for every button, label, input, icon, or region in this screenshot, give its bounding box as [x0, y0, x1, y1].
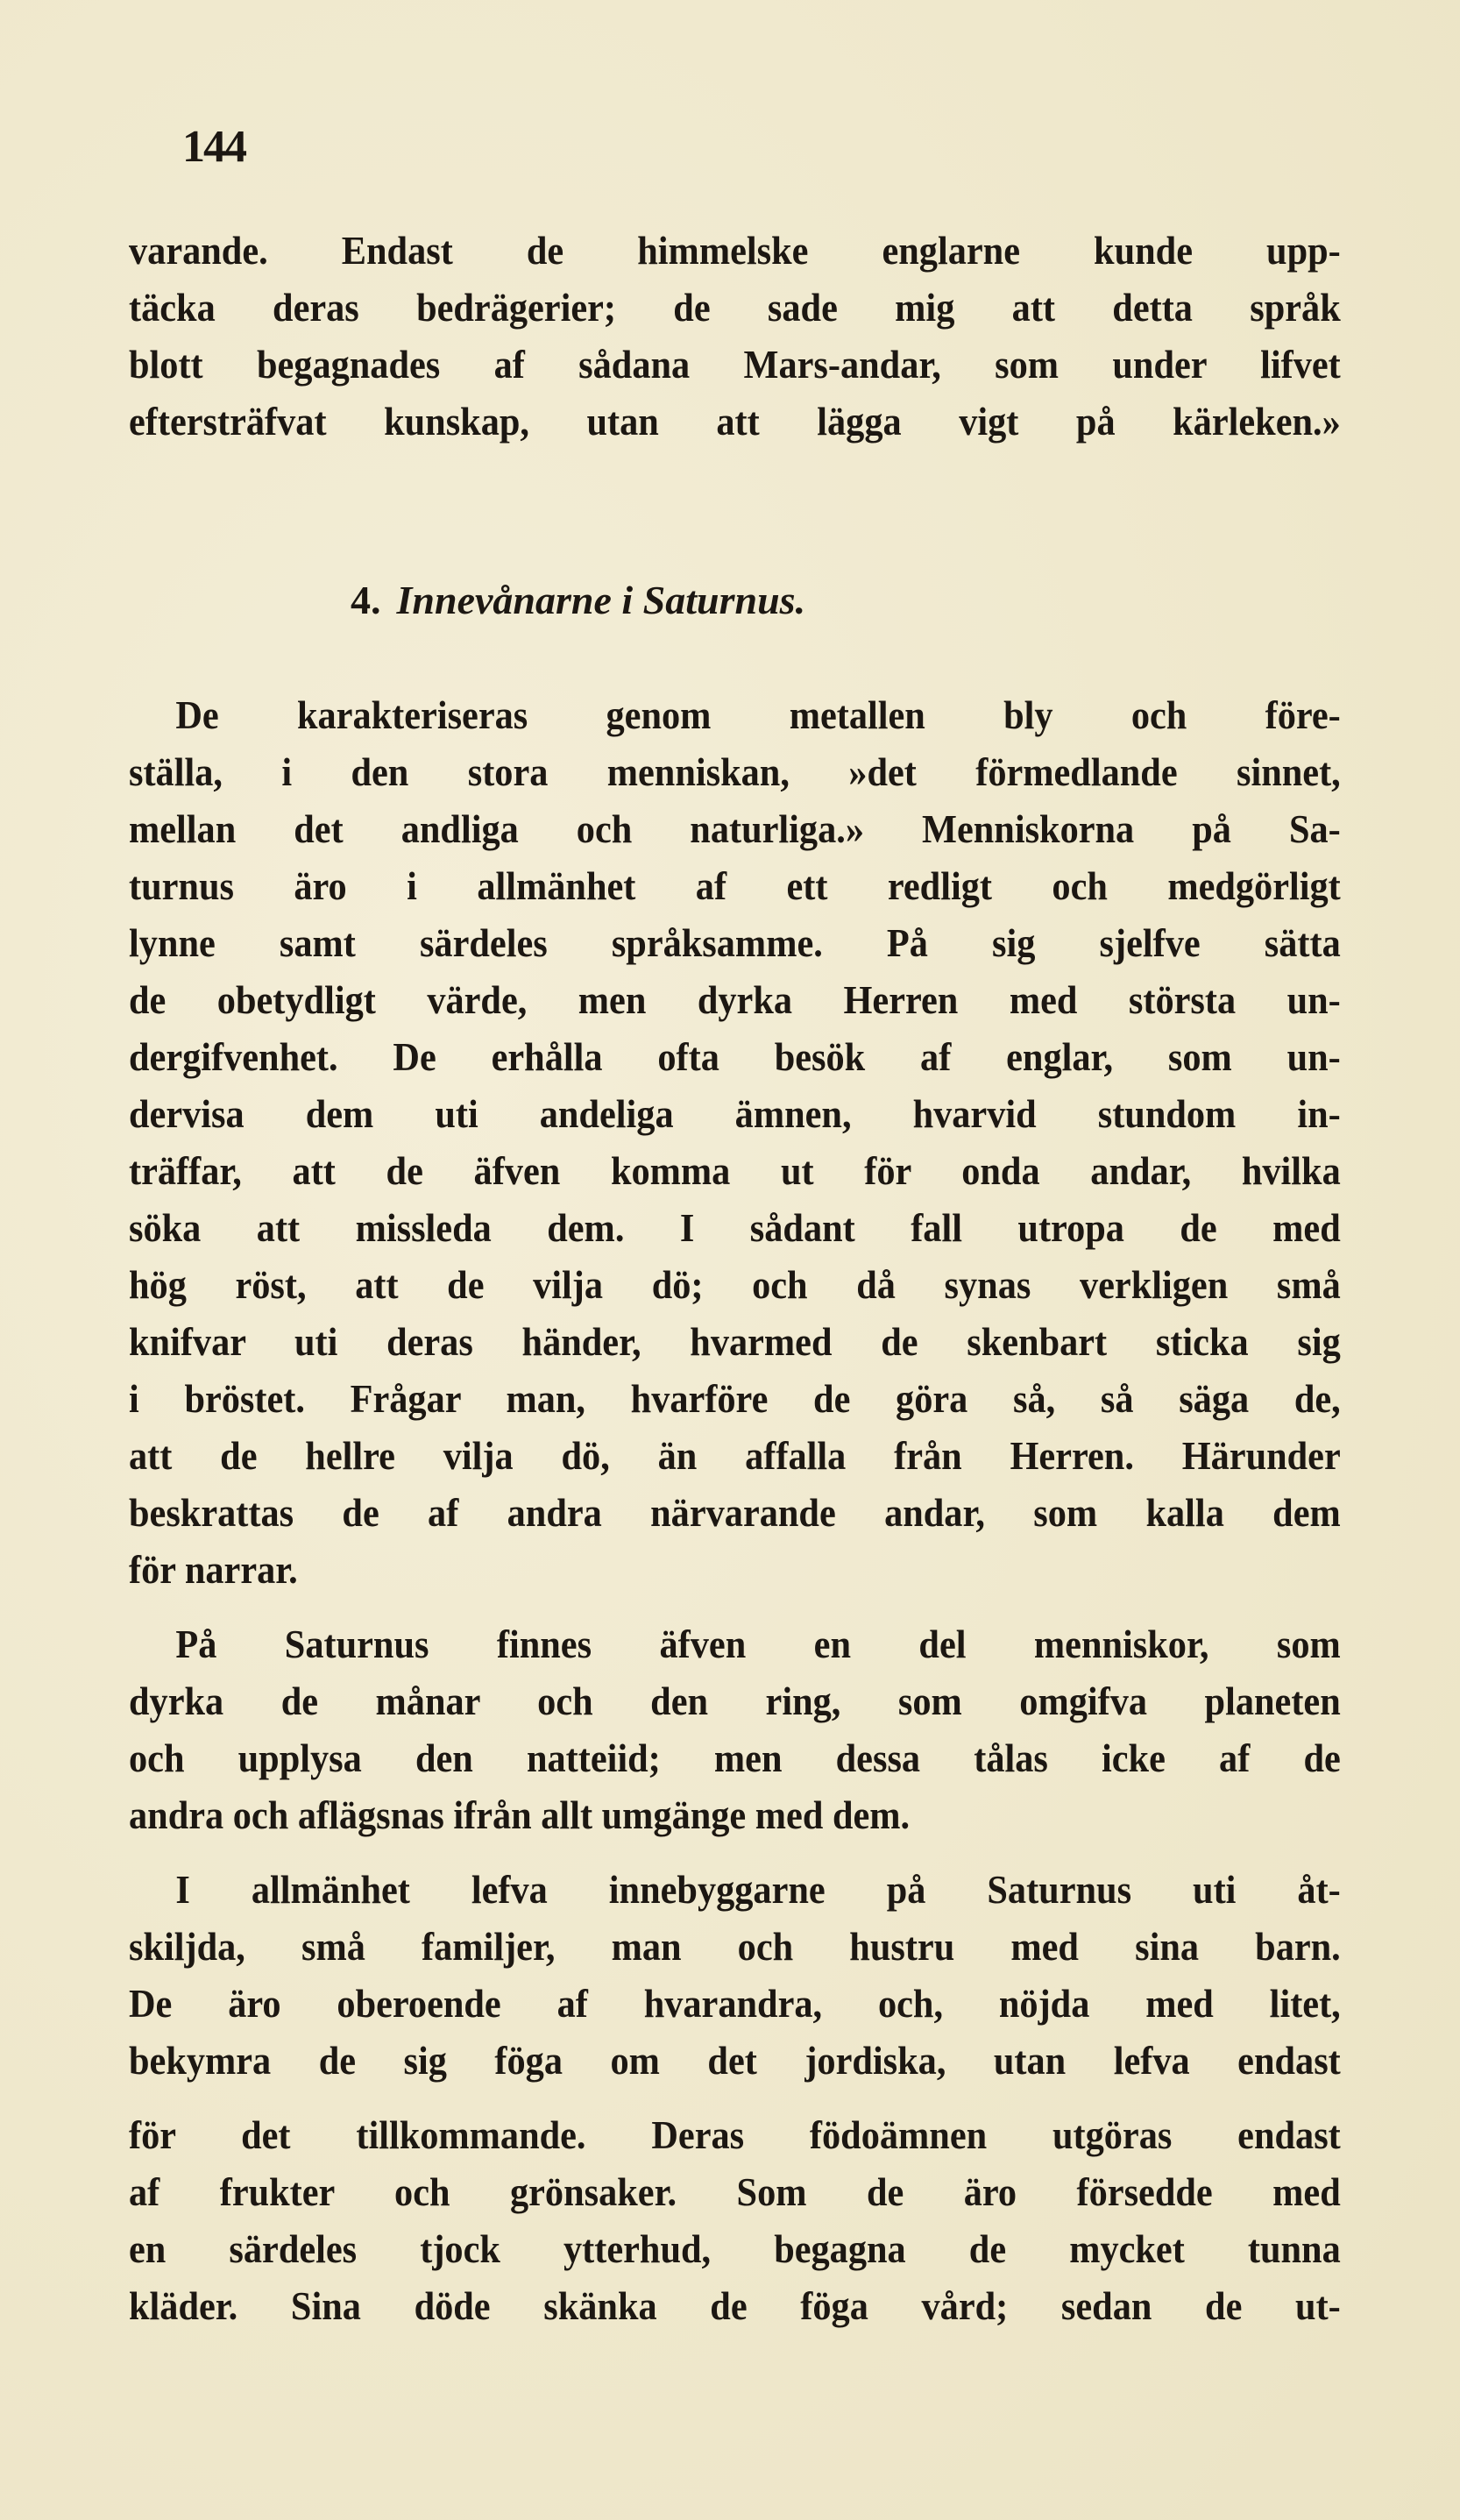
text-line: i bröstet. Frågar man, hvarföre de göra så, så säga de,: [129, 1376, 1341, 1421]
text-line: hög röst, att de vilja dö; och då synas verkligen små: [129, 1262, 1341, 1307]
text-line: af frukter och grönsaker. Som de äro försedde med: [129, 2169, 1341, 2214]
text-line: och upplysa den natteiid; men dessa tålas icke af de: [129, 1736, 1341, 1780]
text-line: de obetydligt värde, men dyrka Herren med största un-: [129, 977, 1341, 1022]
section-heading: [351, 577, 805, 623]
page-number: 144: [182, 122, 245, 172]
text-line: De äro oberoende af hvarandra, och, nöjda med litet,: [129, 1981, 1341, 2026]
text-line: dergifvenhet. De erhålla ofta besök af englar, som un-: [129, 1034, 1341, 1079]
text-line: andra och aflägsnas ifrån allt umgänge med dem.: [129, 1792, 911, 1837]
text-line: I allmänhet lefva innebyggarne på Saturnus uti åt-: [175, 1867, 1341, 1912]
text-line: De karakteriseras genom metallen bly och före-: [175, 692, 1341, 737]
text-line: turnus äro i allmänhet af ett redligt och medgörligt: [129, 863, 1341, 908]
text-line: för narrar.: [129, 1547, 298, 1592]
text-line: dervisa dem uti andeliga ämnen, hvarvid stundom in-: [129, 1091, 1341, 1136]
text-line: blott begagnades af sådana Mars-andar, som under lifvet: [129, 342, 1341, 387]
section-number: 4.: [351, 578, 381, 622]
text-line: träffar, att de äfven komma ut för onda andar, hvilka: [129, 1148, 1341, 1193]
text-line: mellan det andliga och naturliga.» Menniskorna på Sa-: [129, 806, 1341, 851]
text-line: att de hellre vilja dö, än affalla från Herren. Härunder: [129, 1433, 1341, 1478]
text-line: täcka deras bedrägerier; de sade mig att detta språk: [129, 285, 1341, 330]
text-line: för det tillkommande. Deras födoämnen utgöras endast: [129, 2112, 1341, 2157]
text-line: varande. Endast de himmelske englarne kunde upp-: [129, 228, 1341, 273]
text-line: lynne samt särdeles språksamme. På sig sjelfve sätta: [129, 920, 1341, 965]
text-line: knifvar uti deras händer, hvarmed de skenbart sticka sig: [129, 1319, 1341, 1364]
text-line: skiljda, små familjer, man och hustru med sina barn.: [129, 1924, 1341, 1969]
text-line: dyrka de månar och den ring, som omgifva planeten: [129, 1679, 1341, 1723]
text-line: På Saturnus finnes äfven en del menniskor, som: [175, 1622, 1341, 1666]
text-line: söka att missleda dem. I sådant fall utropa de med: [129, 1205, 1341, 1250]
text-line: bekymra de sig föga om det jordiska, utan lefva endast: [129, 2038, 1341, 2083]
section-title: Innevånarne i Saturnus.: [396, 578, 806, 622]
text-line: en särdeles tjock ytterhud, begagna de mycket tunna: [129, 2226, 1341, 2271]
text-line: kläder. Sina döde skänka de föga vård; sedan de ut-: [129, 2283, 1341, 2328]
text-line: eftersträfvat kunskap, utan att lägga vigt på kärleken.»: [129, 399, 1341, 444]
text-line: beskrattas de af andra närvarande andar, som kalla dem: [129, 1490, 1341, 1535]
text-line: ställa, i den stora menniskan, »det förmedlande sinnet,: [129, 749, 1341, 794]
